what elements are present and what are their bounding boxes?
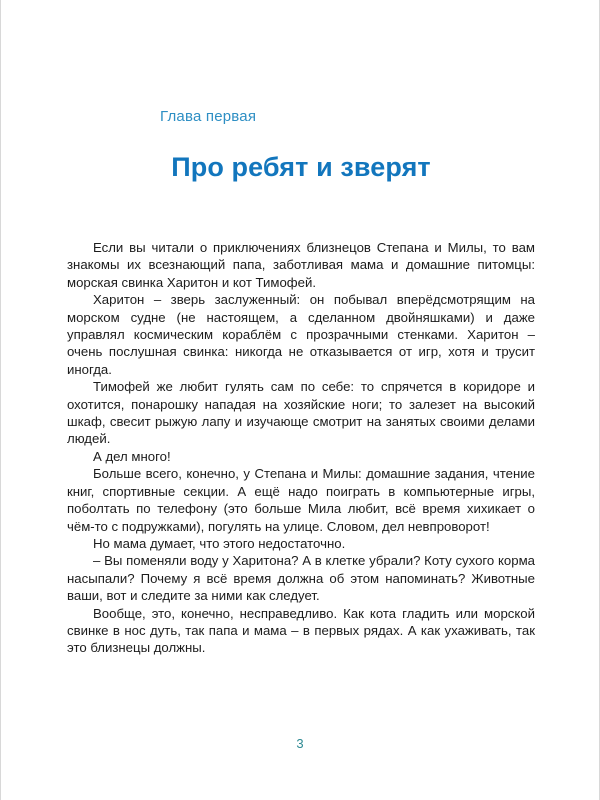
paragraph: Но мама думает, что этого недостаточно. (93, 535, 346, 551)
body-text (67, 239, 535, 657)
page-number: 3 (296, 736, 304, 751)
paragraph: Если вы читали о приключениях близнецов Степана и Милы, то вам знакомы их всезнающий папа, заботливая мама и домашние питомцы: морская свинка Харитон и кот Тимофей. (67, 240, 535, 290)
paragraph: А дел много! (93, 448, 171, 464)
paragraph: Вообще, это, конечно, несправедливо. Как кота гладить или морской свинке в нос дуть, так папа и мама – в первых рядах. А как ухаживать, так это близнецы должны. (67, 605, 535, 656)
paragraph: Харитон – зверь заслуженный: он побывал вперёдсмотрящим на морском судне (не настоящем, а сделанном двойняшками) и даже управлял космическим кораблём с прозрачными стенками. Харитон – очень послушная свинка: никогда не отказывается от игр, хотя и трусит иногда. (67, 292, 535, 377)
paragraph-dialogue: – Вы поменяли воду у Харитона? А в клетке убрали? Коту сухого корма насыпали? Почему я всё время должна об этом напоминать? Животные ваши, вот и следите за ними как следует. (67, 553, 535, 604)
chapter-label: Глава первая (160, 108, 257, 125)
page-title: Про ребят и зверят (171, 152, 431, 182)
paragraph: Больше всего, конечно, у Степана и Милы: домашние задания, чтение книг, спортивные секции. А ещё надо поиграть в компьютерные игры, поболтать по телефону (это больше Мила любит, всё время хихикает о чём-то с подружками), погулять на улице. Словом, дел невпроворот! (67, 466, 535, 534)
paragraph: Тимофей же любит гулять сам по себе: то спрячется в коридоре и охотится, понарошку нападая на хозяйские ноги; то залезет на высокий шкаф, свесит рыжую лапу и изучающе смотрит на занятых своими делами людей. (67, 379, 535, 447)
page-content (67, 0, 535, 657)
